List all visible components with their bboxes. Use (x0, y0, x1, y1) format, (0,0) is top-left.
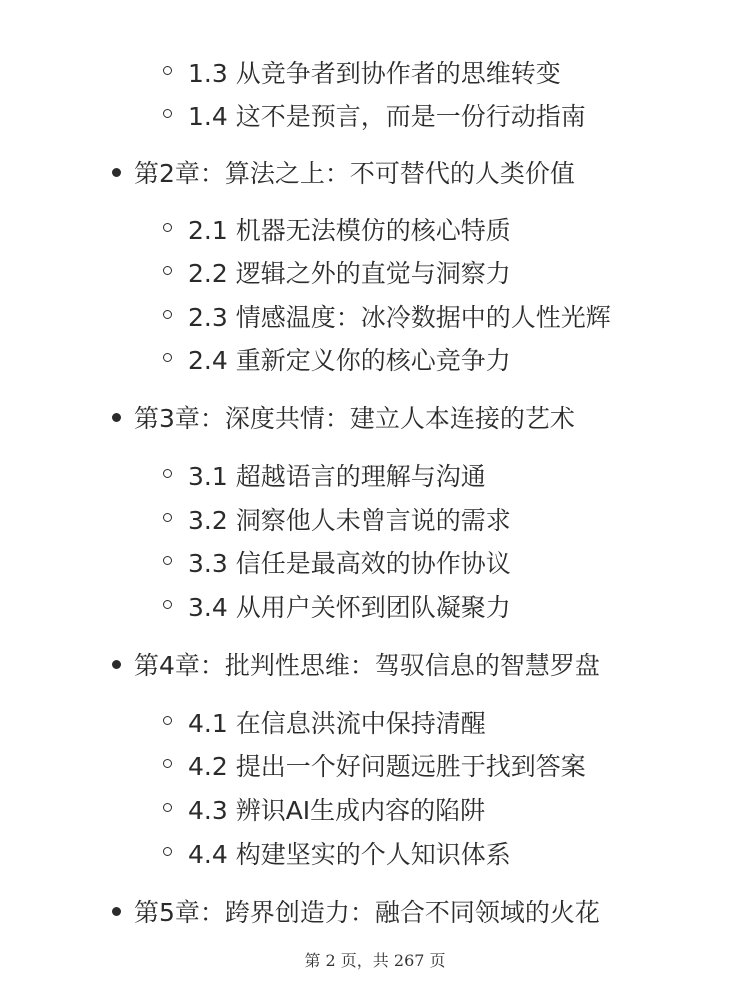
toc-chapter (0, 397, 750, 437)
toc-chapter-label: 第3章：深度共情：建立人本连接的艺术 (134, 404, 575, 433)
toc-item-label: 3.2 洞察他人未曾言说的需求 (188, 506, 511, 535)
toc-item-label: 2.2 逻辑之外的直觉与洞察力 (188, 259, 511, 288)
toc-item (0, 542, 750, 582)
toc-item-label: 4.2 提出一个好问题远胜于找到答案 (188, 752, 586, 781)
toc-item-label: 4.1 在信息洪流中保持清醒 (188, 709, 486, 738)
toc-item-label: 2.3 情感温度：冰冷数据中的人性光辉 (188, 303, 611, 332)
hollow-bullet-icon (163, 716, 172, 725)
toc-item-label: 1.4 这不是预言，而是一份行动指南 (188, 102, 586, 131)
toc-item (0, 789, 750, 829)
toc-item (0, 339, 750, 379)
hollow-bullet-icon (163, 803, 172, 812)
toc-item-label: 2.1 机器无法模仿的核心特质 (188, 216, 511, 245)
solid-bullet-icon (112, 168, 121, 177)
toc-item (0, 455, 750, 495)
toc-item (0, 745, 750, 785)
toc-chapter (0, 891, 750, 931)
toc-chapter-label: 第5章：跨界创造力：融合不同领域的火花 (134, 898, 600, 927)
toc-item-label: 3.1 超越语言的理解与沟通 (188, 462, 486, 491)
toc-item (0, 702, 750, 742)
toc-item-label: 2.4 重新定义你的核心竞争力 (188, 346, 511, 375)
hollow-bullet-icon (163, 266, 172, 275)
hollow-bullet-icon (163, 66, 172, 75)
hollow-bullet-icon (163, 513, 172, 522)
solid-bullet-icon (112, 660, 121, 669)
page-number-footer: 第 2 页，共 267 页 (304, 951, 446, 970)
hollow-bullet-icon (163, 556, 172, 565)
hollow-bullet-icon (163, 600, 172, 609)
hollow-bullet-icon (163, 310, 172, 319)
toc-item (0, 252, 750, 292)
solid-bullet-icon (112, 413, 121, 422)
toc-chapter (0, 644, 750, 684)
solid-bullet-icon (112, 907, 121, 916)
toc-item (0, 209, 750, 249)
toc-item-label: 1.3 从竞争者到协作者的思维转变 (188, 59, 561, 88)
toc-chapter (0, 152, 750, 192)
toc-item (0, 296, 750, 336)
hollow-bullet-icon (163, 109, 172, 118)
hollow-bullet-icon (163, 469, 172, 478)
hollow-bullet-icon (163, 759, 172, 768)
toc-item (0, 95, 750, 135)
toc-item-label: 3.3 信任是最高效的协作协议 (188, 549, 511, 578)
toc-item-label: 3.4 从用户关怀到团队凝聚力 (188, 593, 511, 622)
toc-item-label: 4.3 辨识AI生成内容的陷阱 (188, 796, 486, 825)
hollow-bullet-icon (163, 353, 172, 362)
hollow-bullet-icon (163, 223, 172, 232)
toc-item (0, 52, 750, 92)
toc-item-label: 4.4 构建坚实的个人知识体系 (188, 840, 511, 869)
toc-chapter-label: 第2章：算法之上：不可替代的人类价值 (134, 159, 575, 188)
toc-chapter-label: 第4章：批判性思维：驾驭信息的智慧罗盘 (134, 651, 600, 680)
toc-item (0, 833, 750, 873)
toc-item (0, 586, 750, 626)
hollow-bullet-icon (163, 847, 172, 856)
toc-item (0, 499, 750, 539)
